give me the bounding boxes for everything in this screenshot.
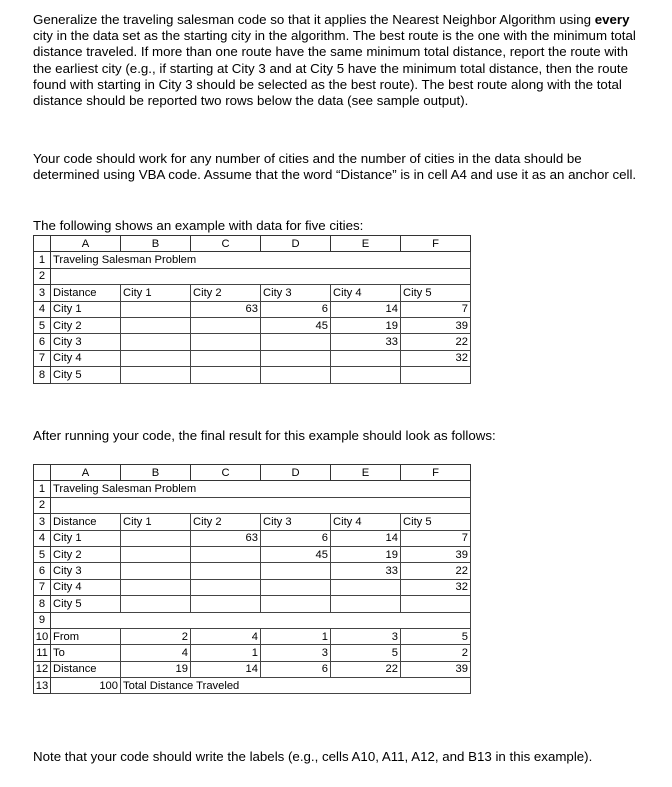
row-number: 3 [34, 285, 51, 301]
column-header: B [121, 465, 191, 481]
cell: City 4 [51, 350, 121, 366]
cell: City 5 [51, 596, 121, 612]
cell: City 5 [51, 367, 121, 383]
cell [261, 563, 331, 579]
cell: 7 [401, 301, 471, 317]
cell [121, 530, 191, 546]
cell: City 3 [51, 334, 121, 350]
distance-cell: 6 [261, 661, 331, 677]
row-number: 7 [34, 350, 51, 366]
table-row [34, 285, 471, 301]
table-row [34, 579, 471, 595]
table-row [34, 367, 471, 383]
cell: 6 [261, 530, 331, 546]
result-spreadsheet [33, 464, 471, 694]
cell: City 5 [401, 514, 471, 530]
to-label: To [51, 645, 121, 661]
column-header: B [121, 236, 191, 252]
column-header: F [401, 236, 471, 252]
row-number: 11 [34, 645, 51, 661]
from-cell: 4 [191, 628, 261, 644]
cell: City 3 [51, 563, 121, 579]
cell [121, 317, 191, 333]
from-cell: 1 [261, 628, 331, 644]
row-number: 13 [34, 678, 51, 694]
to-cell: 5 [331, 645, 401, 661]
column-header-row [34, 465, 471, 481]
cell [191, 350, 261, 366]
cell: City 3 [261, 514, 331, 530]
cell: 14 [331, 301, 401, 317]
cell [191, 546, 261, 562]
cell: 63 [191, 530, 261, 546]
cell: City 2 [191, 285, 261, 301]
cell [121, 546, 191, 562]
cell: City 2 [191, 514, 261, 530]
cell: City 1 [121, 514, 191, 530]
distance-cell: 22 [331, 661, 401, 677]
column-header: D [261, 236, 331, 252]
table-row [34, 317, 471, 333]
row-number: 6 [34, 334, 51, 350]
corner-cell [34, 465, 51, 481]
from-cell: 3 [331, 628, 401, 644]
cell: City 3 [261, 285, 331, 301]
cell [121, 579, 191, 595]
cell [121, 334, 191, 350]
from-label: From [51, 628, 121, 644]
cell [261, 334, 331, 350]
cell [331, 350, 401, 366]
row-number: 2 [34, 268, 51, 284]
row-number: 2 [34, 497, 51, 513]
cell: 33 [331, 563, 401, 579]
row-number: 12 [34, 661, 51, 677]
total-row [34, 678, 471, 694]
distance-label: Distance [51, 661, 121, 677]
table-row [34, 530, 471, 546]
column-header: F [401, 465, 471, 481]
cell: City 5 [401, 285, 471, 301]
cell: 19 [331, 317, 401, 333]
distance-cell: 39 [401, 661, 471, 677]
sheet-title-cell: Traveling Salesman Problem [51, 481, 471, 497]
column-header: C [191, 236, 261, 252]
cell [121, 563, 191, 579]
total-distance-label: Total Distance Traveled [121, 678, 471, 694]
table-row [34, 514, 471, 530]
cell [261, 596, 331, 612]
row-number: 8 [34, 596, 51, 612]
cell [331, 596, 401, 612]
row-number: 1 [34, 481, 51, 497]
cell [331, 367, 401, 383]
cell: City 2 [51, 546, 121, 562]
cell: City 2 [51, 317, 121, 333]
table-row [34, 350, 471, 366]
to-cell: 3 [261, 645, 331, 661]
from-cell: 2 [121, 628, 191, 644]
to-cell: 2 [401, 645, 471, 661]
table-row [34, 497, 471, 513]
cell: 39 [401, 546, 471, 562]
cell [261, 579, 331, 595]
cell: City 4 [51, 579, 121, 595]
cell: 32 [401, 350, 471, 366]
cell: Distance [51, 514, 121, 530]
table-row [34, 546, 471, 562]
cell: City 1 [51, 530, 121, 546]
cell: 39 [401, 317, 471, 333]
table-row [34, 334, 471, 350]
sheet-title-cell: Traveling Salesman Problem [51, 252, 471, 268]
table-row [34, 252, 471, 268]
cell [401, 596, 471, 612]
cell: 14 [331, 530, 401, 546]
corner-cell [34, 236, 51, 252]
to-cell: 1 [191, 645, 261, 661]
column-header-row [34, 236, 471, 252]
cell: City 4 [331, 514, 401, 530]
distance-cell: 19 [121, 661, 191, 677]
to-row [34, 645, 471, 661]
table-row [34, 301, 471, 317]
table-row [34, 563, 471, 579]
row-number: 4 [34, 530, 51, 546]
cell [191, 367, 261, 383]
input-spreadsheet [33, 235, 471, 384]
requirements-paragraph: Your code should work for any number of cities and the number of cities in the data should be determined using VBA code. Assume that the word “Distance” is in cell A4 and use it as an anchor cell. [33, 151, 637, 183]
row-number: 10 [34, 628, 51, 644]
row-number: 3 [34, 514, 51, 530]
cell: 63 [191, 301, 261, 317]
cell [261, 367, 331, 383]
cell [401, 367, 471, 383]
column-header: C [191, 465, 261, 481]
cell [191, 334, 261, 350]
from-row [34, 628, 471, 644]
table-row [34, 612, 471, 628]
column-header: A [51, 236, 121, 252]
note-paragraph: Note that your code should write the labels (e.g., cells A10, A11, A12, and B13 in this example). [33, 749, 593, 764]
column-header: E [331, 236, 401, 252]
column-header: A [51, 465, 121, 481]
cell: City 1 [51, 301, 121, 317]
cell: 33 [331, 334, 401, 350]
distance-cell: 14 [191, 661, 261, 677]
cell: 22 [401, 334, 471, 350]
total-distance-value: 100 [51, 678, 121, 694]
row-number: 6 [34, 563, 51, 579]
cell [191, 317, 261, 333]
distance-row [34, 661, 471, 677]
cell [191, 579, 261, 595]
instructions-paragraph: Generalize the traveling salesman code so that it applies the Nearest Neighbor Algorithm using every city in the data set as the starting city in the algorithm. The best route is the one with the minimum total distance traveled. If more than one route have the same minimum total distance, report the route with the earliest city (e.g., if starting at City 3 and at City 5 have the minimum total distance, then the route found with starting in City 3 should be selected as the best route). The best route along with the total distance should be reported two rows below the data (see sample output). [33, 12, 636, 109]
result-caption: After running your code, the final result for this example should look as follows: [33, 428, 496, 443]
table-row [34, 268, 471, 284]
cell [121, 367, 191, 383]
column-header: D [261, 465, 331, 481]
from-cell: 5 [401, 628, 471, 644]
cell [261, 350, 331, 366]
row-number: 5 [34, 317, 51, 333]
row-number: 8 [34, 367, 51, 383]
cell: Distance [51, 285, 121, 301]
cell: 19 [331, 546, 401, 562]
cell [121, 350, 191, 366]
table-row [34, 596, 471, 612]
table-row [34, 481, 471, 497]
row-number: 9 [34, 612, 51, 628]
cell: 45 [261, 546, 331, 562]
cell [191, 563, 261, 579]
cell: 6 [261, 301, 331, 317]
row-number: 5 [34, 546, 51, 562]
empty-row-cell [51, 612, 471, 628]
row-number: 7 [34, 579, 51, 595]
column-header: E [331, 465, 401, 481]
emphasis-every: every [594, 12, 630, 27]
cell [121, 596, 191, 612]
cell: City 4 [331, 285, 401, 301]
row-number: 4 [34, 301, 51, 317]
cell: 32 [401, 579, 471, 595]
cell [121, 301, 191, 317]
cell [191, 596, 261, 612]
row-number: 1 [34, 252, 51, 268]
cell [331, 579, 401, 595]
cell: 22 [401, 563, 471, 579]
empty-row-cell [51, 268, 471, 284]
cell: 45 [261, 317, 331, 333]
cell: 7 [401, 530, 471, 546]
empty-row-cell [51, 497, 471, 513]
example-caption: The following shows an example with data for five cities: [33, 218, 364, 233]
to-cell: 4 [121, 645, 191, 661]
cell: City 1 [121, 285, 191, 301]
